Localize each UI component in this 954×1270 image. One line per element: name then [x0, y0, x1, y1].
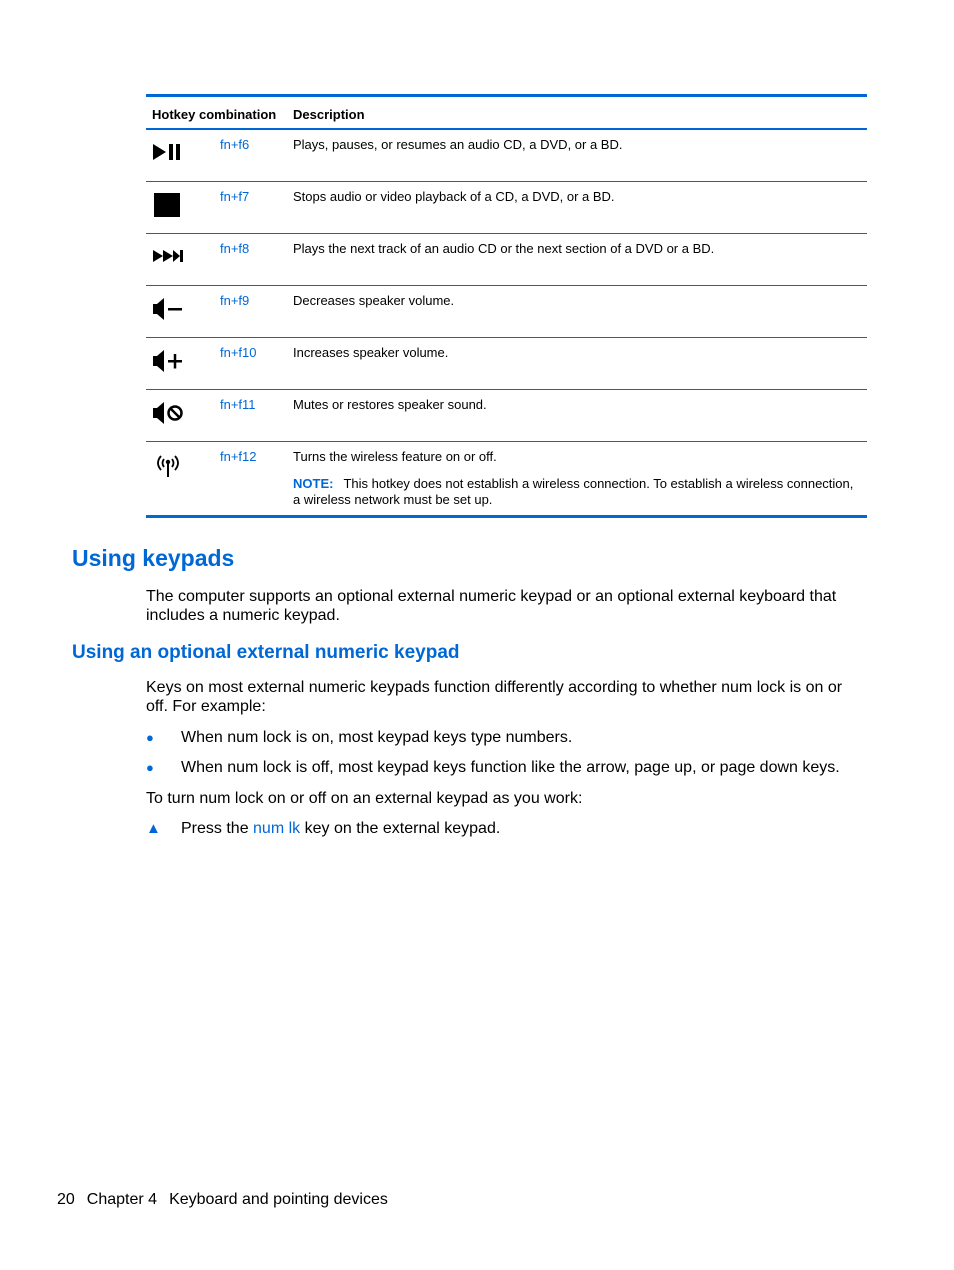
hotkey-fn-f12: fn+f12: [220, 449, 257, 464]
hotkey-fn-f11: fn+f11: [220, 397, 256, 412]
note-text: This hotkey does not establish a wireless connection. To establish a wireless connection, a wireless network must be set up.: [293, 476, 854, 507]
table-row: [146, 390, 867, 442]
table-row: [146, 286, 867, 338]
wireless-icon: [152, 452, 184, 480]
triangle-step-icon: ▲: [146, 820, 161, 837]
table-row: [146, 338, 867, 390]
hotkey-fn-f8: fn+f8: [220, 241, 250, 256]
description-fn-f10: Increases speaker volume.: [293, 345, 449, 360]
play-pause-icon: [152, 140, 184, 168]
note: [293, 476, 855, 508]
page-number: 20: [57, 1191, 75, 1208]
chapter-title: Keyboard and pointing devices: [169, 1191, 388, 1208]
volume-up-icon: [152, 348, 184, 376]
note-label: NOTE:: [293, 476, 334, 491]
chapter-label: Chapter 4: [86, 1191, 158, 1208]
header-hotkey-combination: Hotkey combination: [152, 107, 277, 122]
hotkey-fn-f7: fn+f7: [220, 189, 250, 204]
hotkey-fn-f10: fn+f10: [220, 345, 257, 360]
header-description: Description: [293, 107, 365, 122]
next-track-icon: [152, 244, 184, 272]
hotkey-fn-f6: fn+f6: [220, 137, 250, 152]
num-lk-key: num lk: [253, 820, 301, 837]
hotkey-table: [146, 94, 867, 518]
stop-icon: [152, 192, 184, 220]
description-fn-f12: Turns the wireless feature on or off.: [293, 449, 497, 464]
description-fn-f7: Stops audio or video playback of a CD, a DVD, or a BD.: [293, 189, 615, 204]
volume-down-icon: [152, 296, 184, 324]
hotkey-fn-f9: fn+f9: [220, 293, 250, 308]
mute-icon: [152, 400, 184, 428]
section-title: Using keypads: [72, 545, 235, 571]
description-fn-f8: Plays the next track of an audio CD or the next section of a DVD or a BD.: [293, 241, 715, 256]
table-row: [146, 182, 867, 234]
bullet-dot-icon: ●: [146, 730, 154, 745]
description-fn-f9: Decreases speaker volume.: [293, 293, 455, 308]
description-fn-f11: Mutes or restores speaker sound.: [293, 397, 487, 412]
subsection-intro: Keys on most external numeric keypads function differently according to whether num lock is on or off. For example:: [146, 679, 843, 715]
table-header: [146, 97, 867, 130]
section-intro: The computer supports an optional external numeric keypad or an optional external keyboard that includes a numeric keypad.: [146, 588, 837, 624]
description-fn-f6: Plays, pauses, or resumes an audio CD, a DVD, or a BD.: [293, 137, 623, 152]
bullet-dot-icon: ●: [146, 760, 154, 775]
table-row: [146, 234, 867, 286]
subsection-title: Using an optional external numeric keypad: [72, 642, 460, 663]
table-row: [146, 130, 867, 182]
table-row: [146, 442, 867, 518]
instruction-text: To turn num lock on or off on an external keypad as you work:: [146, 790, 583, 807]
page-footer: [57, 1191, 400, 1209]
